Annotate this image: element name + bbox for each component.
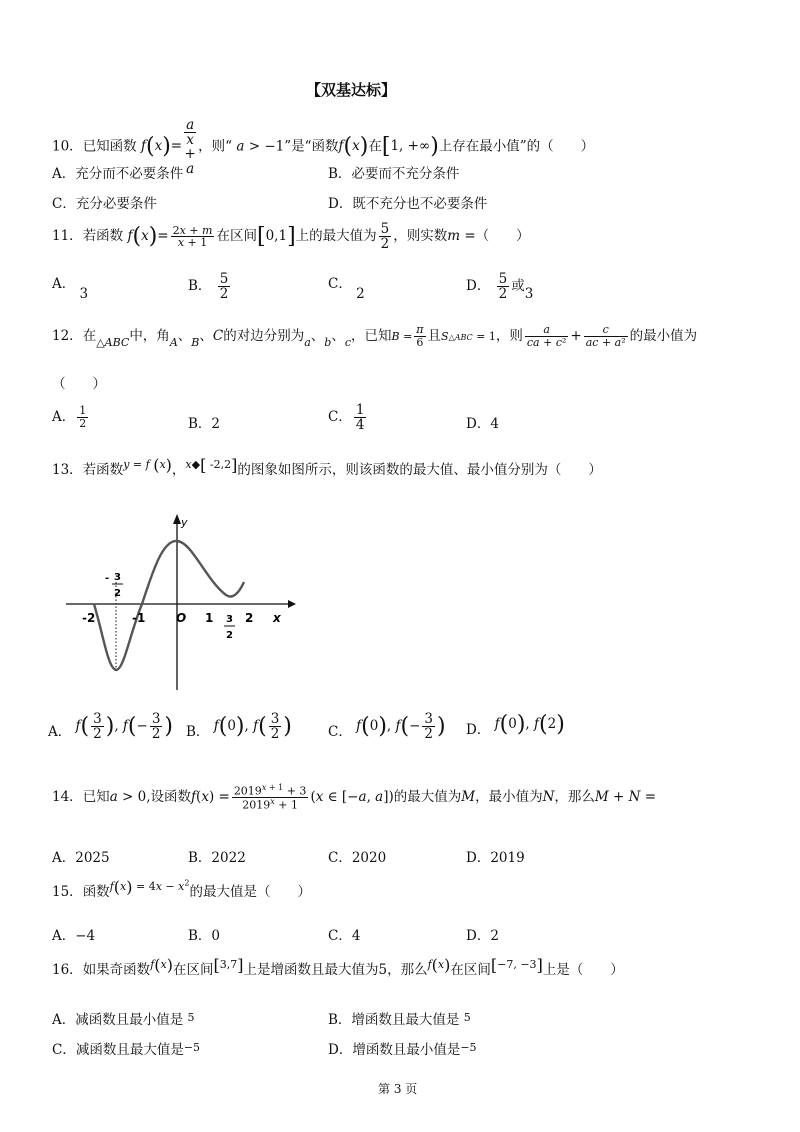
- formula-fx: f(x) = $\frac{2019^{x + 1} + 3}{2019^x + 1}$: [191, 783, 307, 812]
- stem-text: 若函数: [82, 228, 124, 245]
- option-text: 增函数且最小值是: [352, 1042, 461, 1058]
- q11-option-a[interactable]: [52, 272, 89, 302]
- neg-three-halves-num: 3: [114, 572, 121, 583]
- q11-option-c[interactable]: [328, 272, 365, 302]
- stem-text: ，那么: [554, 789, 595, 806]
- stem-text: 已知函数: [82, 138, 137, 155]
- option-label: D．: [466, 850, 491, 866]
- formula-fx: f(x)= a x + a: [140, 117, 196, 177]
- question-number: 16．: [52, 962, 83, 978]
- option-text: 0: [211, 928, 221, 944]
- option-text: 既不充分也不必要条件: [352, 196, 488, 212]
- option-label: A．: [52, 276, 76, 292]
- formula-interval: [0,1]: [256, 224, 296, 250]
- stem-text: 上是（ ）: [542, 962, 624, 978]
- option-label: D．: [328, 1042, 353, 1058]
- question-number: 14．: [52, 789, 83, 806]
- q15-option-d[interactable]: [466, 924, 499, 944]
- stem-text: 在区间: [216, 228, 257, 245]
- option-text: 2019: [490, 850, 525, 866]
- stem-text: 且: [427, 328, 442, 344]
- option-label: D．: [466, 722, 491, 738]
- question-number: 13．: [52, 462, 83, 478]
- tick-label-2: 2: [245, 611, 254, 625]
- option-value: −5: [183, 1041, 201, 1054]
- stem-text: ，: [171, 462, 186, 478]
- q13-option-d[interactable]: D． f(0), f(2): [466, 712, 565, 738]
- question-10-stem: 10．已知函数 f(x)= a x + a ，则“ a > −1”是“函数f(x)在[1, +∞)上存在最小值”的（ ）: [52, 117, 595, 177]
- q16-option-c[interactable]: [52, 1038, 200, 1058]
- stem-text: ，已知: [350, 328, 392, 344]
- stem-text: 上存在最小值”的（ ）: [438, 138, 595, 155]
- option-text: 2020: [351, 850, 387, 866]
- stem-text: 中，角: [129, 328, 170, 344]
- function-curve: [94, 541, 244, 670]
- option-value: −5: [460, 1041, 477, 1054]
- option-value: 2: [211, 416, 221, 432]
- stem-text: （ ）: [475, 228, 530, 245]
- q11-option-d[interactable]: [466, 272, 533, 301]
- q11-option-b[interactable]: [188, 272, 232, 301]
- option-label: C．: [328, 850, 352, 866]
- option-text: 必要而不充分条件: [351, 166, 460, 182]
- option-text: 2022: [211, 850, 246, 866]
- q15-option-a[interactable]: [52, 924, 95, 944]
- tick-label-1: 1: [205, 611, 214, 625]
- question-13-stem: 13．若函数$^{y = f (x)}$，$^{x◆[ -2,2]}$的图象如图所示，则该函数的最大值、最小值分别为（ ）: [52, 455, 602, 478]
- question-15-stem: 15．函数$^{f(x) = 4x - x^2}$的最大值是（ ）: [52, 877, 311, 900]
- tick-label-neg-1: -1: [132, 611, 146, 625]
- question-16-stem: 16．如果奇函数$^{f(x)}$在区间[3,7]上是增函数且最大值为5，那么$^{f(x)}$在区间[−7, −3]上是（ ）: [52, 955, 624, 978]
- question-14-stem: 14．已知a > 0,设函数f(x) = $\frac{2019^{x + 1} + 3}{2019^x + 1}$ (x ∈ [−a, a])的最大值为M，最小值为N，那么M + N =: [52, 783, 657, 812]
- q14-option-c[interactable]: [328, 846, 386, 866]
- origin-label: O: [176, 611, 187, 625]
- q13-option-a[interactable]: A． f( $\frac{3}{2}$ ), f(− $\frac{3}{2}$ ): [48, 711, 174, 743]
- option-text: 充分而不必要条件: [75, 166, 184, 182]
- option-label: B．: [188, 850, 212, 866]
- option-value: 5: [463, 1011, 471, 1024]
- function-graph: [60, 508, 300, 693]
- stem-text: 的图象如图所示，则该函数的最大值、最小值分别为（ ）: [237, 462, 602, 478]
- option-label: A．: [52, 1012, 76, 1028]
- neg-three-halves-num: -: [105, 573, 110, 584]
- option-text: 4: [351, 928, 361, 944]
- option-label: B．: [188, 416, 212, 432]
- section-title: 【双基达标】: [306, 81, 397, 99]
- option-fraction: $\frac{1}{4}$: [355, 402, 365, 434]
- stem-text: ”是“函数: [284, 138, 339, 155]
- option-label: A．: [52, 928, 76, 944]
- q15-option-c[interactable]: [328, 924, 360, 944]
- q13-option-c[interactable]: C． f(0), f(− $\frac{3}{2}$ ): [328, 711, 446, 743]
- stem-text: 在: [82, 328, 97, 344]
- formula-m: m: [447, 228, 461, 245]
- stem-text: 在区间: [450, 962, 491, 978]
- stem-text: 的最大值为: [393, 789, 462, 806]
- option-value: 3: [524, 286, 534, 303]
- option-label: B．: [328, 166, 352, 182]
- option-label: C．: [328, 409, 352, 426]
- q13-option-b[interactable]: B． f(0), f( $\frac{3}{2}$ ): [186, 711, 292, 743]
- formula-five-halves: $\frac{5}{2}$: [380, 221, 390, 253]
- stem-text: ，最小值为: [475, 789, 543, 806]
- q12-option-b[interactable]: [188, 412, 220, 432]
- option-text: 增函数且最大值是: [351, 1012, 460, 1028]
- y-axis-label: y: [181, 516, 188, 529]
- stem-text: ，则: [495, 328, 523, 344]
- option-text: 2025: [75, 850, 110, 866]
- option-text: 减函数且最小值是: [75, 1012, 184, 1028]
- x-axis-label: x: [273, 611, 281, 625]
- stem-text: ，则“: [198, 138, 233, 155]
- stem-text: 、: [310, 328, 325, 344]
- option-label: C．: [328, 928, 352, 944]
- option-label: B．: [186, 724, 210, 741]
- x-axis-arrow: [288, 600, 296, 608]
- option-label: D．: [466, 928, 491, 944]
- stem-text: 函数: [82, 884, 110, 900]
- stem-text: 如果奇函数: [82, 962, 151, 978]
- option-label: B．: [188, 278, 212, 295]
- option-label: C．: [328, 724, 352, 741]
- question-number: 10．: [52, 138, 83, 155]
- stem-text: 在区间: [172, 962, 214, 978]
- question-number: 15．: [52, 884, 83, 900]
- option-label: C．: [52, 196, 76, 212]
- option-label: D．: [466, 278, 491, 295]
- q12-option-a[interactable]: [52, 405, 90, 430]
- option-value: 2: [356, 286, 365, 302]
- option-label: A．: [52, 850, 76, 866]
- tick-label-neg-2: -2: [82, 611, 96, 625]
- q14-option-a[interactable]: [52, 846, 110, 866]
- q14-option-d[interactable]: [466, 846, 525, 866]
- option-text: 或: [511, 278, 525, 295]
- formula-condition: a: [236, 138, 245, 155]
- stem-text: ,设函数: [146, 789, 192, 806]
- option-label: D．: [328, 196, 353, 212]
- stem-text: 、: [177, 328, 192, 344]
- page-footer: 第 3 页: [378, 1082, 418, 1096]
- q10-option-c[interactable]: [52, 192, 157, 212]
- y-axis-arrow: [173, 514, 181, 524]
- q12-option-d[interactable]: [466, 412, 499, 432]
- question-12-blank: （ ）: [52, 376, 106, 392]
- three-halves-den: 2: [226, 630, 233, 641]
- stem-text: 若函数: [82, 462, 124, 478]
- q16-option-b[interactable]: [328, 1008, 471, 1028]
- option-label: C．: [52, 1042, 76, 1058]
- question-12-stem: 12．在$_{\triangle ABC}$中，角$_A$、$_B$、C的对边分别为$_a$、$_b$、$_c$，已知B = $\frac{\pi}{6}$ 且S△ABC = 1，则 $\frac{a}{\text{ca + c²}}$ + $\frac{c}{\text{ac + a²}}$ 的最小值为: [52, 323, 698, 349]
- formula-fx: f(x)= $\frac{2x + m}{x + 1}$: [127, 223, 213, 250]
- option-label: B．: [328, 1012, 352, 1028]
- option-text: 充分必要条件: [75, 196, 157, 212]
- q10-option-a[interactable]: [52, 162, 183, 182]
- option-value: 4: [490, 416, 499, 432]
- stem-text: 的对边分别为: [223, 328, 305, 344]
- q15-option-b[interactable]: [188, 924, 220, 944]
- stem-text: 上的最大值为: [295, 228, 377, 245]
- q16-option-d[interactable]: [328, 1038, 477, 1058]
- option-label: A．: [52, 166, 76, 182]
- option-label: B．: [188, 928, 212, 944]
- option-label: D．: [466, 416, 491, 432]
- option-value: 3: [79, 286, 89, 302]
- formula-interval: [1, +∞): [381, 134, 439, 160]
- formula-fx: f(x): [338, 134, 369, 160]
- stem-text: 的最小值为: [629, 328, 698, 344]
- question-11-stem: 11．若函数 f(x)= $\frac{2x + m}{x + 1}$ 在区间[0,1]上的最大值为 $\frac{5}{2}$ ，则实数m =（ ）: [52, 221, 530, 253]
- stem-text: 已知: [82, 789, 110, 806]
- q10-option-d[interactable]: [328, 192, 487, 212]
- option-text: 减函数且最大值是: [75, 1042, 184, 1058]
- stem-text: 的最大值是（ ）: [189, 884, 311, 900]
- question-number: 12．: [52, 328, 83, 344]
- q14-option-b[interactable]: [188, 846, 246, 866]
- option-label: A．: [52, 409, 76, 425]
- option-value: 5: [187, 1011, 195, 1024]
- stem-text: 在: [368, 138, 382, 155]
- option-text: −4: [75, 928, 96, 944]
- option-fraction: $\frac{1}{2}$: [79, 404, 87, 430]
- stem-text: 、: [199, 328, 213, 344]
- option-label: C．: [328, 276, 352, 292]
- option-fraction: $\frac{5}{2}$: [219, 271, 229, 303]
- three-halves-num: 3: [226, 614, 233, 625]
- q10-option-b[interactable]: [328, 162, 459, 182]
- neg-three-halves-den: 2: [114, 588, 121, 599]
- formula-triangle: △ABC: [96, 336, 130, 349]
- option-label: A．: [48, 724, 72, 741]
- option-fraction: $\frac{5}{2}$: [498, 271, 508, 303]
- question-number: 11．: [52, 228, 83, 245]
- q12-option-c[interactable]: [328, 403, 368, 432]
- stem-text: 上是增函数且最大值为5，那么: [243, 962, 428, 978]
- stem-text: 、: [331, 328, 345, 344]
- stem-text: ，则实数: [393, 228, 448, 245]
- option-text: 2: [490, 928, 499, 944]
- q16-option-a[interactable]: [52, 1008, 195, 1028]
